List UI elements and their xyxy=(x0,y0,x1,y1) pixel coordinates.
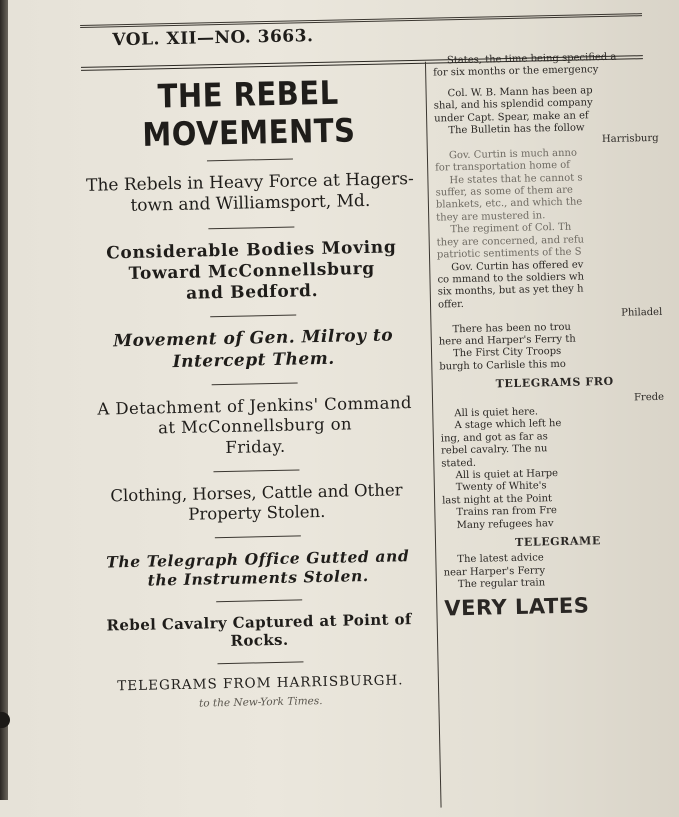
body-line: rebel cavalry. The nu xyxy=(440,443,548,457)
deck-line: Considerable Bodies Moving xyxy=(106,236,397,263)
body-line: Gov. Curtin is much anno xyxy=(448,147,578,162)
deck-line: Movement of Gen. Milroy to xyxy=(113,325,394,352)
body-line: offer. xyxy=(437,298,465,311)
body-line: There has been no trou xyxy=(452,321,572,335)
body-line: A stage which left he xyxy=(454,418,562,432)
deck-6 xyxy=(85,546,431,592)
body-line: co mmand to the soldiers wh xyxy=(437,271,585,286)
body-line: States, the time being specified a xyxy=(446,51,617,67)
body-line: The Bulletin has the follow xyxy=(448,122,585,137)
body-line: He states that he cannot s xyxy=(449,172,583,186)
deck-line: the Instruments Stolen. xyxy=(147,566,370,590)
deck-line: town and Williamsport, Md. xyxy=(130,191,371,217)
body-line: All is quiet at Harpe xyxy=(455,468,559,482)
body-line: The regular train xyxy=(457,577,546,591)
credit-line: to the New-York Times. xyxy=(198,695,323,710)
divider xyxy=(211,382,297,385)
body-line: The First City Troops xyxy=(452,346,562,360)
deck-line: The Rebels in Heavy Force at Hagers- xyxy=(85,168,414,196)
deck-line: Rebel Cavalry Captured at Point of xyxy=(106,609,412,635)
body-line: patriotic sentiments of the S xyxy=(436,246,582,261)
body-line: stated. xyxy=(441,457,477,470)
divider xyxy=(213,469,299,472)
body-line: Col. W. B. Mann has been ap xyxy=(447,85,593,100)
section-headline: VERY LATES xyxy=(444,593,590,621)
deck-line: Friday. xyxy=(225,436,286,457)
body-line: for transportation home of xyxy=(435,159,571,174)
deck-3 xyxy=(81,325,427,375)
dateline: Harrisburg xyxy=(601,133,659,146)
divider xyxy=(217,662,303,665)
body-line: suffer, as some of them are xyxy=(435,184,574,199)
section-head: TELEGRAME xyxy=(515,534,602,549)
divider xyxy=(216,599,302,602)
body-line: six months, but as yet they h xyxy=(437,283,584,298)
deck-line: A Detachment of Jenkins' Command xyxy=(97,392,413,419)
left-column xyxy=(75,68,433,713)
body-line: Twenty of White's xyxy=(455,480,547,494)
body-line: here and Harper's Ferry th xyxy=(438,333,576,348)
masthead-issue: VOL. XII—NO. 3663. xyxy=(112,26,314,51)
deck-7 xyxy=(86,609,432,654)
deck-5 xyxy=(84,479,430,527)
divider xyxy=(208,226,294,229)
dateline: Frede xyxy=(633,391,665,403)
body-line: under Capt. Spear, make an ef xyxy=(434,109,589,125)
dateline: Philadel xyxy=(621,306,663,319)
body-line: The regiment of Col. Th xyxy=(450,221,572,236)
body-line: Many refugees hav xyxy=(456,517,554,531)
body-line: they are concerned, and refu xyxy=(436,234,585,249)
deck-2 xyxy=(79,236,425,307)
body-line: All is quiet here. xyxy=(454,406,539,420)
section-head: TELEGRAMS FRO xyxy=(495,375,614,391)
body-line: shal, and his splendid company xyxy=(433,97,593,112)
right-column xyxy=(433,51,675,621)
deck-line: Intercept Them. xyxy=(172,348,335,372)
divider xyxy=(206,159,292,162)
headline: THE REBEL MOVEMENTS xyxy=(141,73,356,154)
body-line: they are mustered in. xyxy=(436,210,546,224)
body-line: blankets, etc., and which the xyxy=(435,196,583,211)
deck-line: Rocks. xyxy=(230,631,289,651)
deck-line: and Bedford. xyxy=(185,281,319,304)
body-line: Trains ran from Fre xyxy=(456,505,558,519)
deck-line: Toward McConnellsburg xyxy=(128,258,376,284)
divider xyxy=(214,535,300,538)
body-line: burgh to Carlisle this mo xyxy=(439,358,566,373)
deck-line: Clothing, Horses, Cattle and Other xyxy=(110,479,403,506)
body-line: Gov. Curtin has offered ev xyxy=(451,258,584,273)
body-line: The latest advice xyxy=(457,552,544,566)
deck-4 xyxy=(82,393,428,462)
deck-line: at McConnellsburg on xyxy=(157,414,353,438)
deck-line: The Telegraph Office Gutted and xyxy=(106,546,410,572)
divider xyxy=(210,315,296,318)
body-line: last night at the Point xyxy=(442,492,553,507)
body-line: for six months or the emergency xyxy=(433,64,599,79)
deck-line: Property Stolen. xyxy=(188,502,326,525)
body-line: ing, and got as far as xyxy=(440,431,548,445)
deck-1 xyxy=(77,169,423,219)
body-line: near Harper's Ferry xyxy=(443,565,546,579)
section-head: TELEGRAMS FROM HARRISBURGH. xyxy=(117,672,404,695)
top-rule xyxy=(80,13,642,28)
